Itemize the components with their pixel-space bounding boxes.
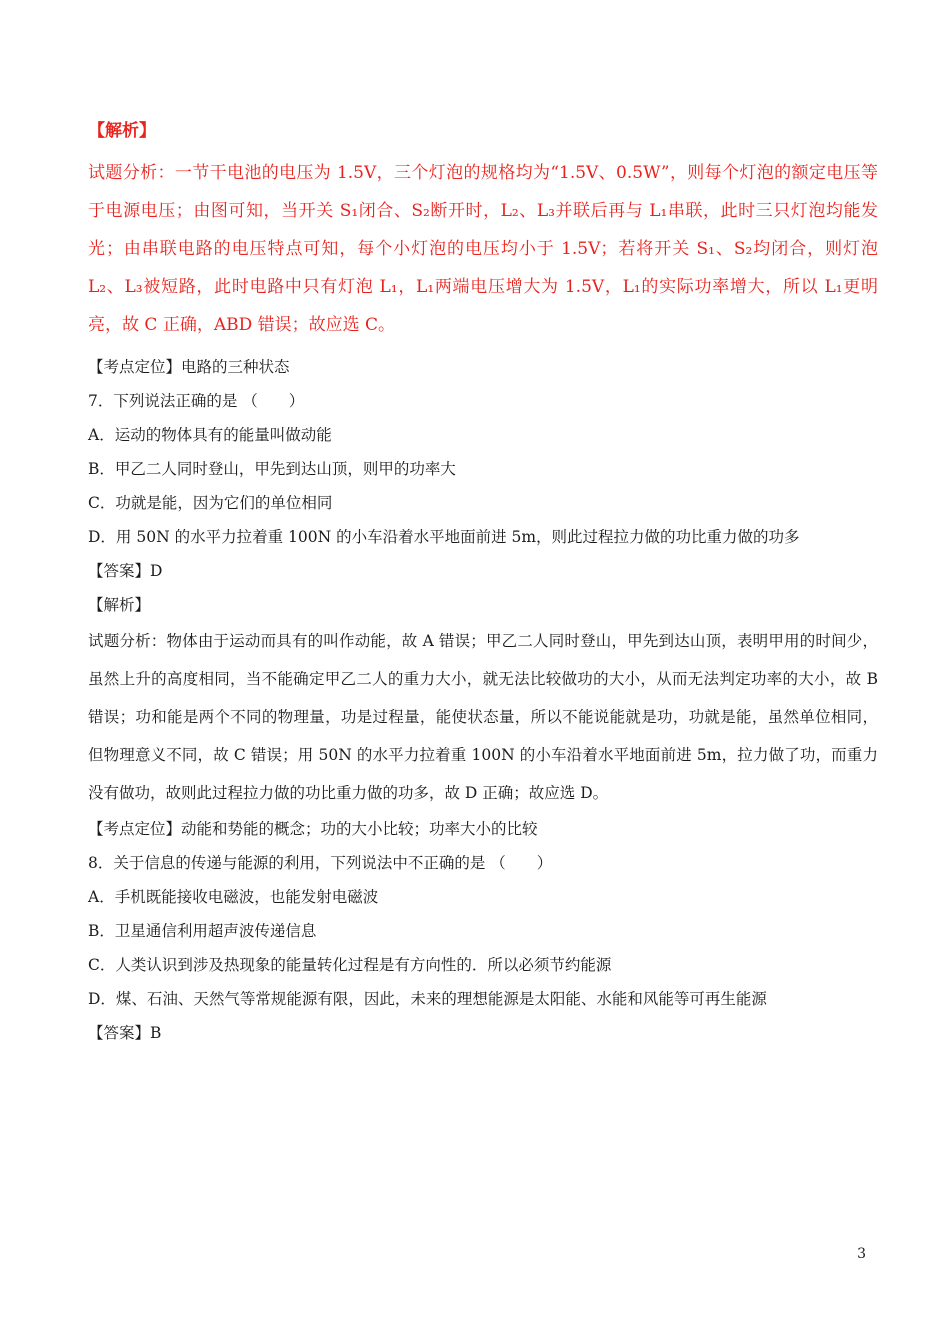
q7-option-c: C．功就是能，因为它们的单位相同 [88,494,333,512]
page-number: 3 [857,1246,866,1262]
q7-option-d: D．用 50N 的水平力拉着重 100N 的小车沿着水平地面前进 5m，则此过程拉力做的功比重力做的功多 [88,528,800,546]
q7-option-b: B．甲乙二人同时登山，甲先到达山顶，则甲的功率大 [88,460,456,478]
q6-analysis-section [88,118,878,344]
q8-answer: 【答案】B [88,1024,162,1042]
q7-option-a: A．运动的物体具有的能量叫做动能 [88,426,332,444]
q7-stem: 7．下列说法正确的是 （ ） [88,392,305,410]
q8-option-c: C．人类认识到涉及热现象的能量转化过程是有方向性的．所以必须节约能源 [88,956,612,974]
q8-option-b: B．卫星通信利用超声波传递信息 [88,922,317,940]
q6-analysis-text: 试题分析：一节干电池的电压为 1.5V，三个灯泡的规格均为“1.5V、0.5W”，则每个灯泡的额定电压等于电源电压；由图可知，当开关 S₁闭合、S₂断开时，L₂、L₃并联后再与 L₁串联，此时三只灯泡均能发光；由串联电路的电压特点可知，每个小灯泡的电压均小于 1.5V；若将开关 S₁、S₂均闭合，则灯泡 L₂、L₃被短路，此时电路中只有灯泡 L₁，L₁两端电压增大为 1.5V，L₁的实际功率增大，所以 L₁更明亮，故 C 正确，ABD 错误；故应选 C。 [88,163,878,335]
q7-analysis-text: 试题分析：物体由于运动而具有的叫作动能，故 A 错误；甲乙二人同时登山，甲先到达山顶，表明甲用的时间少，虽然上升的高度相同，当不能确定甲乙二人的重力大小，就无法比较做功的大小，从而无法判定功率的大小，故 B 错误；功和能是两个不同的物理量，功是过程量，能使状态量，所以不能说能就是功，功就是能，虽然单位相同，但物理意义不同，故 C 错误；用 50N 的水平力拉着重 100N 的小车沿着水平地面前进 5m，拉力做了功，而重力没有做功，故则此过程拉力做的功比重力做的功多，故 D 正确；故应选 D。 [88,632,878,802]
q6-analysis-heading: 【解析】 [88,121,156,141]
q7-kaodian: 【考点定位】动能和势能的概念；功的大小比较；功率大小的比较 [88,820,538,838]
q8-stem: 8．关于信息的传递与能源的利用，下列说法中不正确的是 （ ） [88,854,553,872]
q7-answer: 【答案】D [88,562,163,580]
q8-option-d: D．煤、石油、天然气等常规能源有限，因此，未来的理想能源是太阳能、水能和风能等可再生能源 [88,990,767,1008]
main-content [88,350,878,1050]
q7-analysis-heading: 【解析】 [88,596,151,614]
q6-kaodian: 【考点定位】电路的三种状态 [88,358,290,376]
q8-option-a: A．手机既能接收电磁波，也能发射电磁波 [88,888,379,906]
